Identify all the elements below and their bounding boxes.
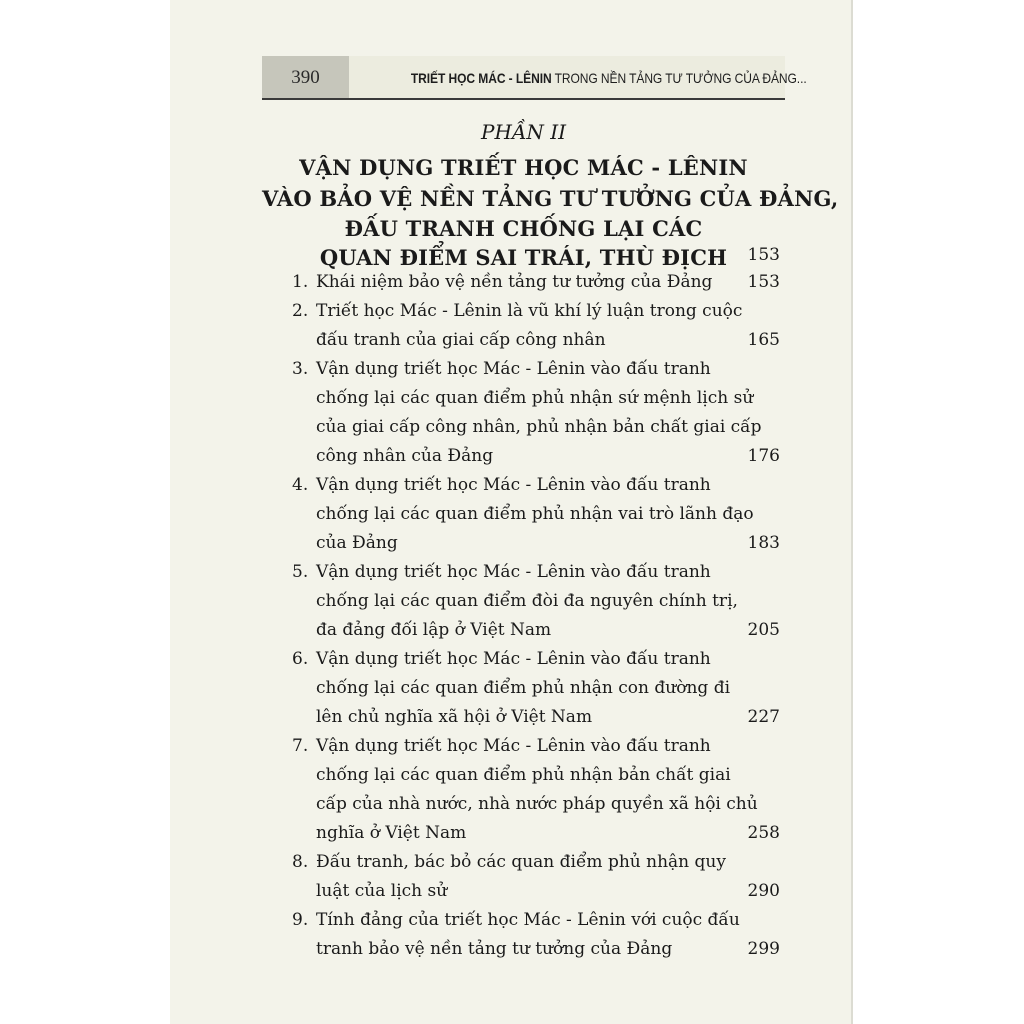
toc-entry-text: Vận dụng triết học Mác - Lênin vào đấu tranh xyxy=(316,736,711,756)
toc-entry-line xyxy=(316,446,493,466)
toc-entry-text: Tính đảng của triết học Mác - Lênin với cuộc đấu xyxy=(316,910,740,930)
toc-entry-line xyxy=(292,736,711,756)
toc-entry-page: 165 xyxy=(747,330,780,350)
part-label: PHẦN II xyxy=(481,120,566,144)
toc-entry-line xyxy=(292,562,711,582)
toc-entry-line xyxy=(316,504,754,524)
part-title-line: ĐẤU TRANH CHỐNG LẠI CÁC xyxy=(344,216,703,241)
toc-entry-text: lên chủ nghĩa xã hội ở Việt Nam xyxy=(316,707,593,727)
toc-entry-text: đa đảng đối lập ở Việt Nam xyxy=(316,620,552,640)
part-title-line: VÀO BẢO VỆ NỀN TẢNG TƯ TƯỞNG CỦA ĐẢNG, xyxy=(262,186,839,211)
toc-entry-line xyxy=(316,881,447,901)
toc-entry-line xyxy=(316,417,762,437)
toc-entry-line xyxy=(316,707,592,727)
toc-entry-text: Khái niệm bảo vệ nền tảng tư tưởng của Đảng xyxy=(316,272,713,292)
toc-entry-text: Vận dụng triết học Mác - Lênin vào đấu tranh xyxy=(316,649,711,669)
toc-entry-text: Vận dụng triết học Mác - Lênin vào đấu tranh xyxy=(316,562,711,582)
toc-entry-line xyxy=(316,330,606,350)
toc-entry-text: Vận dụng triết học Mác - Lênin vào đấu tranh xyxy=(316,475,711,495)
toc-entry-page: 205 xyxy=(747,620,780,640)
toc-entry-text: nghĩa ở Việt Nam xyxy=(316,823,467,843)
part-page-number: 153 xyxy=(747,245,780,265)
toc-entry-page: 153 xyxy=(747,272,780,292)
toc-entry-line xyxy=(316,591,738,611)
toc-entry-line xyxy=(316,620,551,640)
toc-entry-text: chống lại các quan điểm phủ nhận vai trò lãnh đạo xyxy=(316,504,754,524)
running-head-rest: TRONG NỀN TẢNG TƯ TƯỞNG CỦA ĐẢNG... xyxy=(551,70,807,86)
toc-entry-number: 3. xyxy=(292,359,309,379)
toc-entry-text: của Đảng xyxy=(316,533,398,553)
header-rule xyxy=(262,98,785,100)
toc-entry-text: chống lại các quan điểm đòi đa nguyên chính trị, xyxy=(316,591,738,611)
toc-entry-number: 7. xyxy=(292,736,309,756)
toc-entry-number: 9. xyxy=(292,910,309,930)
toc-entry-text: cấp của nhà nước, nhà nước pháp quyền xã hội chủ xyxy=(316,794,758,814)
toc-entry-text: của giai cấp công nhân, phủ nhận bản chất giai cấp xyxy=(316,417,762,437)
toc-entry-line xyxy=(316,794,758,814)
toc-entry-line xyxy=(292,910,740,930)
toc-entry-text: Triết học Mác - Lênin là vũ khí lý luận trong cuộc xyxy=(316,301,743,321)
toc-entry-number: 1. xyxy=(292,272,309,292)
toc-entry-text: Đấu tranh, bác bỏ các quan điểm phủ nhận quy xyxy=(316,852,726,872)
toc-entry-number: 6. xyxy=(292,649,309,669)
page-number: 390 xyxy=(291,67,320,88)
toc-entry-number: 4. xyxy=(292,475,309,495)
toc-entry-text: chống lại các quan điểm phủ nhận bản chất giai xyxy=(316,765,731,785)
toc-entry-page: 176 xyxy=(747,446,780,466)
toc-entry-page: 183 xyxy=(747,533,780,553)
toc-entry-page: 299 xyxy=(747,939,780,959)
part-title-line: VẬN DỤNG TRIẾT HỌC MÁC - LÊNIN xyxy=(299,155,748,180)
toc-entry-text: công nhân của Đảng xyxy=(316,446,494,466)
toc-entry-line xyxy=(292,301,742,321)
toc-entry-line xyxy=(316,939,672,959)
toc-entry-page: 258 xyxy=(747,823,780,843)
toc-entry-number: 2. xyxy=(292,301,309,321)
toc-entry-line xyxy=(292,649,711,669)
toc-entry-line xyxy=(292,852,726,872)
page-edge xyxy=(851,0,853,1024)
toc-entry-line xyxy=(292,359,711,379)
toc-entry-page: 227 xyxy=(747,707,780,727)
part-title-line: QUAN ĐIỂM SAI TRÁI, THÙ ĐỊCH xyxy=(319,245,728,270)
toc-entry-line xyxy=(316,765,731,785)
toc-entry-line xyxy=(316,533,398,553)
toc-entry-page: 290 xyxy=(747,881,780,901)
running-head-bold: TRIẾT HỌC MÁC - LÊNIN xyxy=(410,70,552,86)
toc-entry-line xyxy=(292,475,711,495)
toc-entry-line xyxy=(316,678,730,698)
toc-entry-line xyxy=(316,823,466,843)
toc-entry-line xyxy=(292,272,712,292)
toc-entry-line xyxy=(316,388,753,408)
toc-entry-text: tranh bảo vệ nền tảng tư tưởng của Đảng xyxy=(316,939,673,959)
toc-entry-text: luật của lịch sử xyxy=(316,881,448,901)
toc-entry-text: đấu tranh của giai cấp công nhân xyxy=(316,330,606,350)
running-head xyxy=(410,56,807,98)
toc-entry-number: 5. xyxy=(292,562,309,582)
toc-entry-text: Vận dụng triết học Mác - Lênin vào đấu tranh xyxy=(316,359,711,379)
toc-entry-number: 8. xyxy=(292,852,309,872)
toc-entry-text: chống lại các quan điểm phủ nhận con đường đi xyxy=(316,678,731,698)
toc-entry-text: chống lại các quan điểm phủ nhận sứ mệnh lịch sử xyxy=(316,388,754,408)
